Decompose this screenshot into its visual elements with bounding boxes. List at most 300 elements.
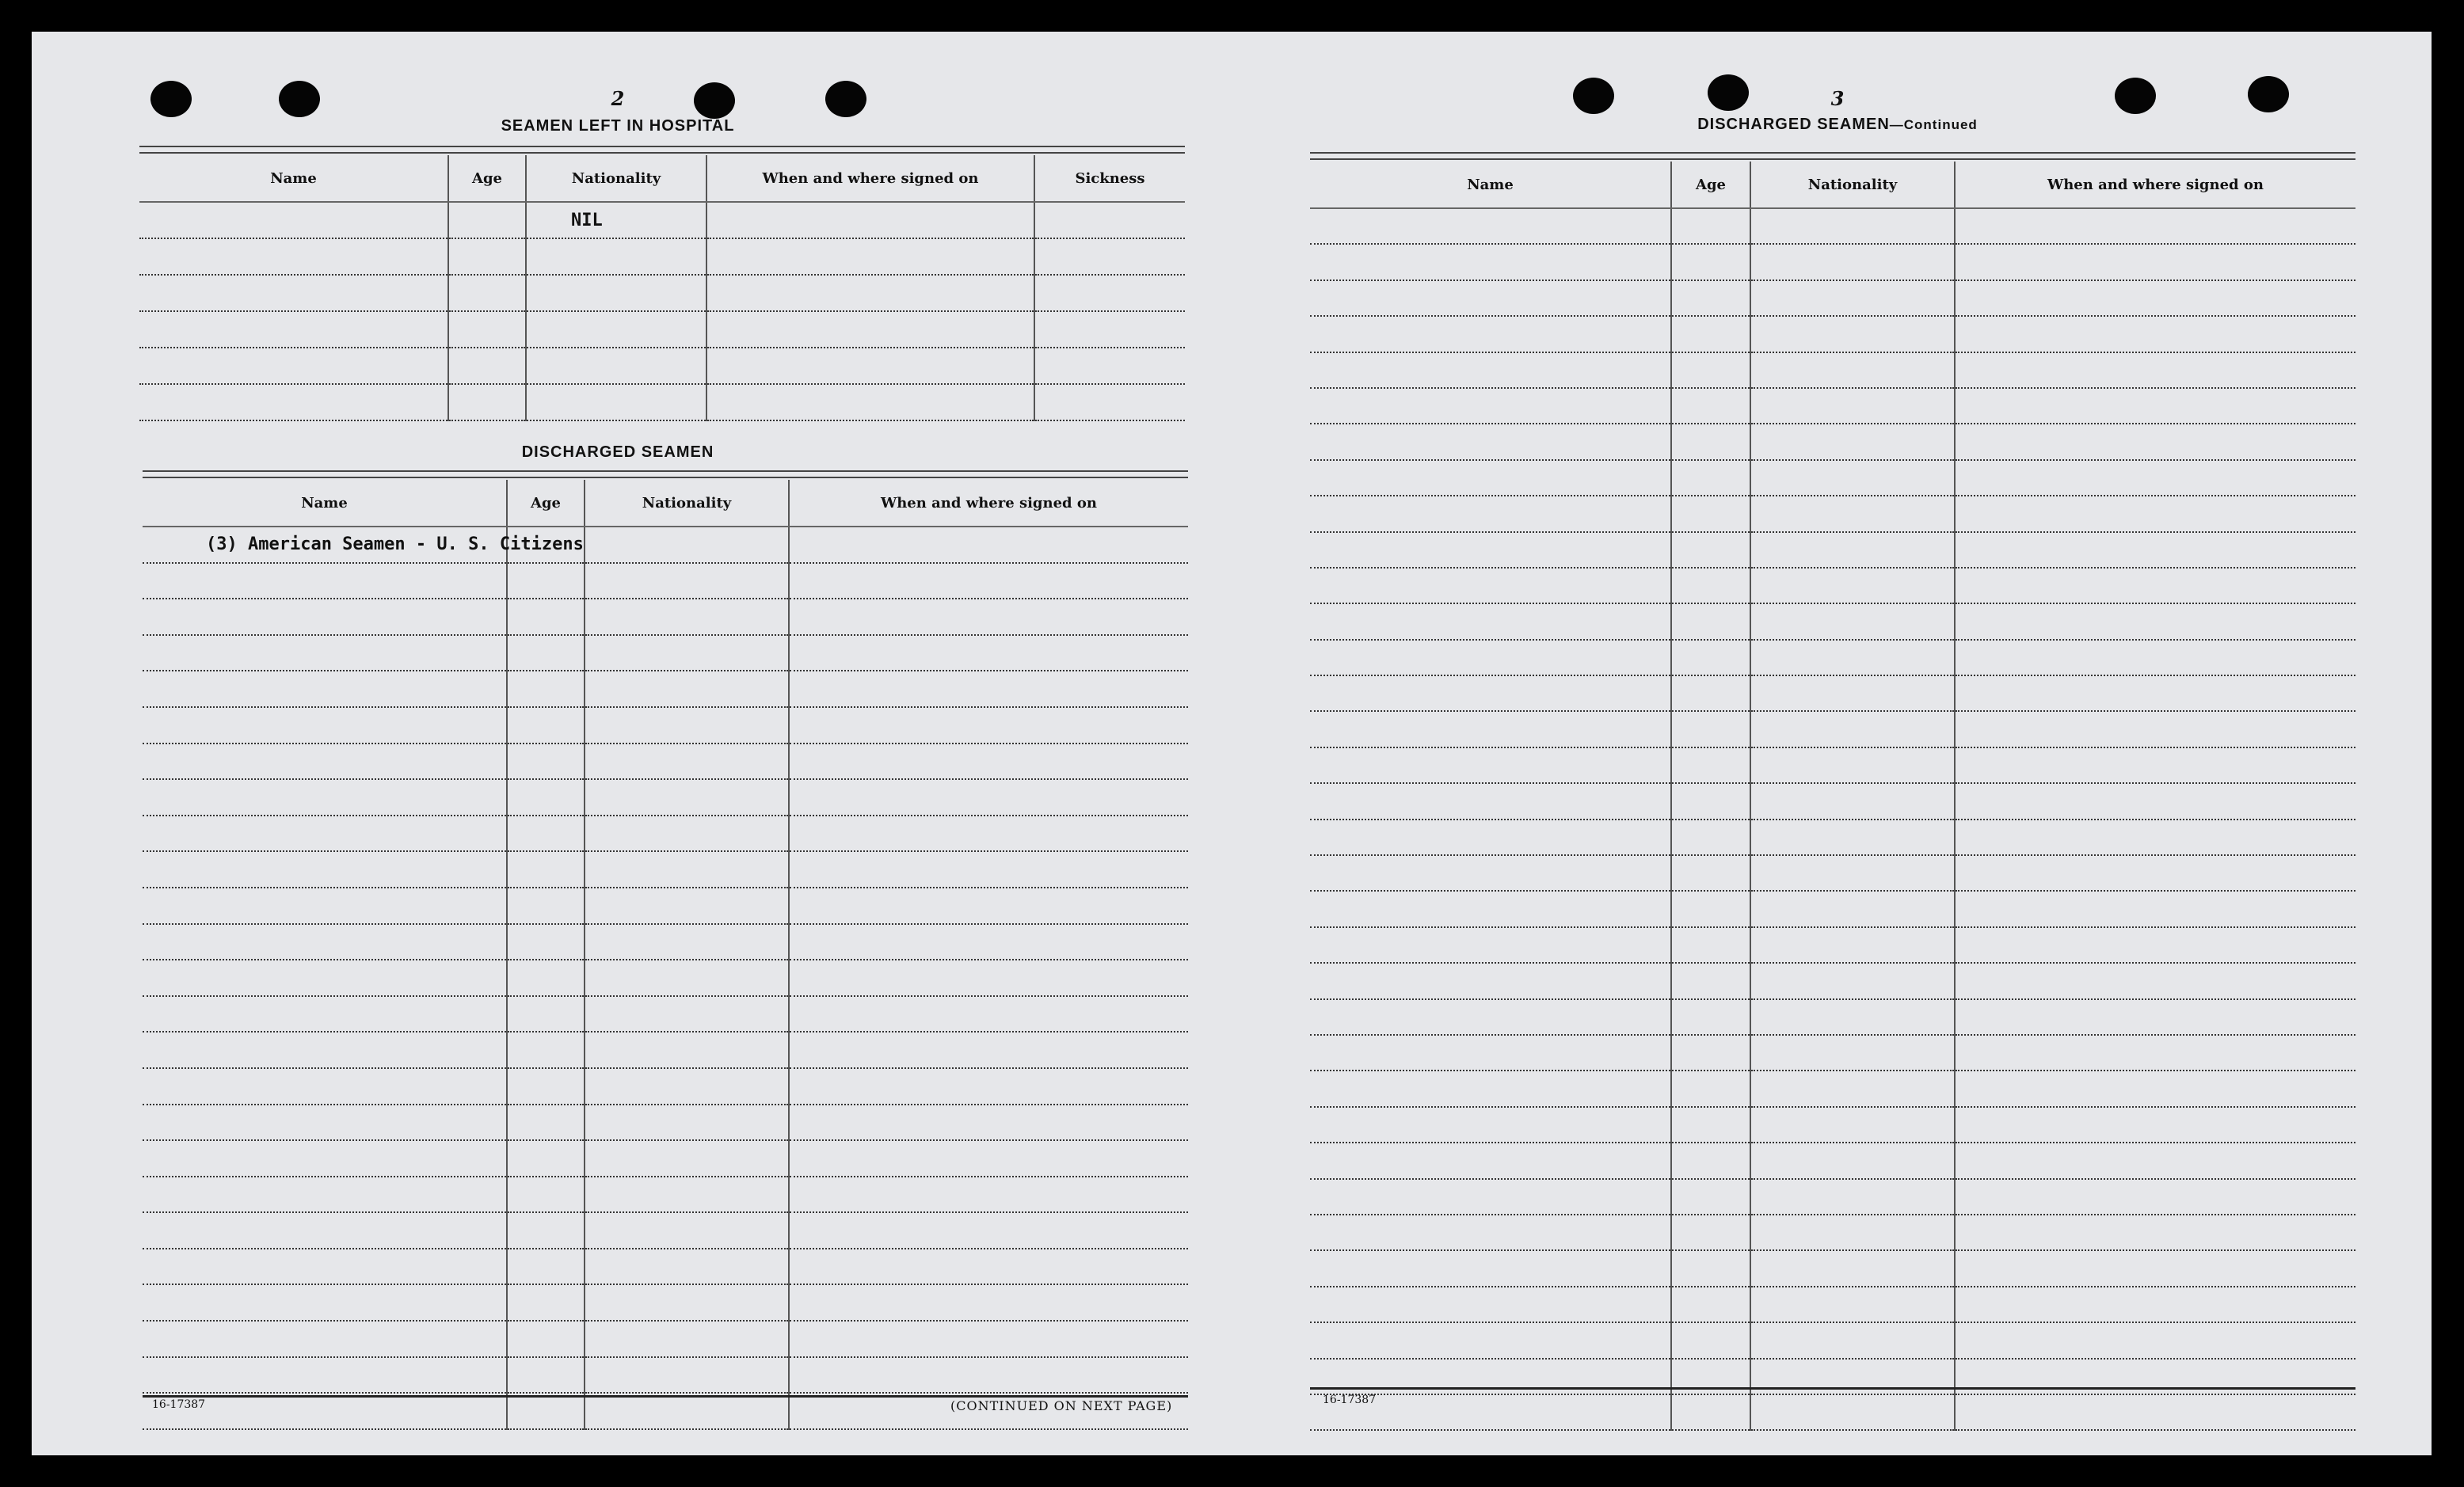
table-row <box>1310 640 2355 675</box>
column-header: When and where signed on <box>706 155 1034 202</box>
table-cell <box>1034 384 1185 420</box>
table-cell <box>1671 640 1750 675</box>
table-cell <box>1310 1287 1671 1322</box>
table-cell <box>1671 675 1750 711</box>
table-cell <box>1310 927 1671 963</box>
table-cell <box>789 1032 1188 1068</box>
title-rule <box>143 470 1188 478</box>
column-header: Nationality <box>526 155 706 202</box>
column-header: When and where signed on <box>1955 162 2355 208</box>
table-cell <box>1955 783 2355 819</box>
table-cell <box>789 744 1188 780</box>
table-cell <box>1750 316 1955 352</box>
column-header: Sickness <box>1034 155 1185 202</box>
table-cell <box>1750 1179 1955 1215</box>
table-cell <box>507 635 585 671</box>
table-row <box>1310 424 2355 459</box>
table-cell <box>585 1212 789 1249</box>
table-cell <box>789 1321 1188 1357</box>
table-cell <box>1310 603 1671 639</box>
table-cell <box>1750 424 1955 459</box>
table-row <box>139 384 1185 420</box>
table-cell <box>1750 280 1955 316</box>
table-cell <box>143 924 507 960</box>
table-cell <box>1671 496 1750 531</box>
table-row <box>1310 1143 2355 1178</box>
table-cell <box>1750 208 1955 244</box>
table-cell <box>143 1284 507 1321</box>
table-cell <box>139 202 448 238</box>
table-row <box>139 311 1185 348</box>
table-cell <box>1671 963 1750 998</box>
table-cell <box>1955 603 2355 639</box>
table-cell <box>526 311 706 348</box>
table-cell <box>1671 855 1750 891</box>
table-cell <box>1310 963 1671 998</box>
table-cell <box>585 1393 789 1429</box>
table-cell <box>1310 820 1671 855</box>
table-cell <box>1671 568 1750 603</box>
table-cell <box>507 1212 585 1249</box>
table-cell <box>507 1393 585 1429</box>
table-cell <box>1671 783 1750 819</box>
table-cell <box>1671 424 1750 459</box>
table-cell <box>1310 747 1671 783</box>
table-cell <box>1750 783 1955 819</box>
table-row <box>1310 820 2355 855</box>
table-row <box>143 1177 1188 1213</box>
table-row <box>139 275 1185 311</box>
table-cell <box>507 671 585 707</box>
right-page <box>1307 32 2400 1455</box>
table-cell <box>1034 275 1185 311</box>
table-cell <box>585 671 789 707</box>
table-cell <box>507 1068 585 1105</box>
table-cell <box>448 311 526 348</box>
table-cell <box>1671 999 1750 1035</box>
table-cell <box>1750 460 1955 496</box>
table-cell <box>1955 388 2355 424</box>
table-cell <box>1750 1035 1955 1071</box>
table-cell <box>1955 1035 2355 1071</box>
table-row <box>1310 496 2355 531</box>
table-cell <box>1671 1322 1750 1358</box>
table-row <box>1310 1071 2355 1106</box>
table-cell <box>1310 208 1671 244</box>
table-cell <box>1955 1071 2355 1106</box>
table-cell <box>1750 1394 1955 1430</box>
table-cell <box>143 1357 507 1394</box>
table-cell <box>1671 1143 1750 1178</box>
table-cell <box>1671 1107 1750 1143</box>
table-row <box>143 1321 1188 1357</box>
handwritten-entry: (3) American Seamen - U. S. Citizens <box>206 534 584 555</box>
table-cell <box>143 635 507 671</box>
table-cell <box>1955 244 2355 280</box>
table-cell <box>789 779 1188 816</box>
table-cell <box>1955 316 2355 352</box>
table-cell <box>1750 1143 1955 1178</box>
table-cell <box>789 1357 1188 1394</box>
table-row <box>143 1284 1188 1321</box>
bottom-rule <box>143 1395 1188 1398</box>
table-cell <box>1750 568 1955 603</box>
table-row <box>143 1249 1188 1285</box>
table-cell <box>706 384 1034 420</box>
table-cell <box>789 1177 1188 1213</box>
hospital-section-title: SEAMEN LEFT IN HOSPITAL <box>501 117 735 135</box>
ledger-paper <box>32 32 2432 1455</box>
table-cell <box>789 1212 1188 1249</box>
table-cell <box>143 851 507 888</box>
table-cell <box>1671 1250 1750 1286</box>
table-cell <box>585 924 789 960</box>
table-row <box>1310 1394 2355 1430</box>
table-cell <box>1750 927 1955 963</box>
table-cell <box>1750 496 1955 531</box>
table-cell <box>143 707 507 744</box>
table-cell <box>507 816 585 852</box>
table-cell <box>1671 1287 1750 1322</box>
column-header: Nationality <box>1750 162 1955 208</box>
table-cell <box>1671 820 1750 855</box>
table-row <box>143 924 1188 960</box>
table-cell <box>526 275 706 311</box>
table-cell <box>448 202 526 238</box>
table-row <box>1310 675 2355 711</box>
table-cell <box>1310 1322 1671 1358</box>
table-cell <box>789 1105 1188 1141</box>
table-cell <box>1310 675 1671 711</box>
table-cell <box>585 851 789 888</box>
table-cell <box>1310 1250 1671 1286</box>
table-row <box>1310 316 2355 352</box>
left-page <box>103 32 1212 1455</box>
table-cell <box>507 1321 585 1357</box>
table-cell <box>1955 532 2355 568</box>
table-cell <box>585 779 789 816</box>
column-header: Name <box>1310 162 1671 208</box>
table-cell <box>789 888 1188 924</box>
table-row <box>143 816 1188 852</box>
table-cell <box>1671 1179 1750 1215</box>
table-row <box>143 707 1188 744</box>
table-row <box>1310 1287 2355 1322</box>
table-cell <box>1750 1107 1955 1143</box>
table-row <box>143 527 1188 563</box>
table-cell <box>1310 280 1671 316</box>
table-row <box>143 635 1188 671</box>
page-number: 2 <box>611 87 625 110</box>
table-row <box>1310 603 2355 639</box>
table-cell <box>1955 424 2355 459</box>
table-cell <box>507 744 585 780</box>
table-row <box>143 1105 1188 1141</box>
table-cell <box>1310 891 1671 926</box>
table-cell <box>585 1140 789 1177</box>
table-cell <box>526 348 706 384</box>
table-cell <box>143 563 507 599</box>
table-cell <box>143 1249 507 1285</box>
table-row <box>1310 352 2355 388</box>
table-cell <box>706 275 1034 311</box>
table-row <box>143 1140 1188 1177</box>
form-code: 16-17387 <box>1323 1394 1377 1406</box>
table-cell <box>789 707 1188 744</box>
table-cell <box>1955 1143 2355 1178</box>
table-cell <box>1750 1322 1955 1358</box>
table-cell <box>1955 1215 2355 1250</box>
table-cell <box>507 779 585 816</box>
table-cell <box>507 1140 585 1177</box>
table-cell <box>585 707 789 744</box>
table-cell <box>1955 460 2355 496</box>
table-cell <box>585 1032 789 1068</box>
table-cell <box>1955 891 2355 926</box>
table-cell <box>1310 711 1671 747</box>
table-cell <box>507 888 585 924</box>
table-row <box>1310 1107 2355 1143</box>
table-cell <box>1750 963 1955 998</box>
column-header: When and where signed on <box>789 480 1188 527</box>
table-cell <box>1310 640 1671 675</box>
table-cell <box>1750 388 1955 424</box>
table-cell <box>139 275 448 311</box>
table-cell <box>1750 640 1955 675</box>
table-cell <box>1310 1215 1671 1250</box>
table-cell <box>1750 244 1955 280</box>
table-cell <box>507 1032 585 1068</box>
table-cell <box>143 599 507 635</box>
table-cell <box>139 384 448 420</box>
table-cell <box>585 744 789 780</box>
table-cell <box>1955 352 2355 388</box>
table-row <box>143 671 1188 707</box>
table-cell <box>448 238 526 275</box>
table-cell <box>789 527 1188 563</box>
table-cell <box>1750 747 1955 783</box>
hospital-table <box>139 155 1185 421</box>
table-cell <box>143 1032 507 1068</box>
table-cell <box>526 202 706 238</box>
table-row <box>143 1068 1188 1105</box>
table-cell <box>507 924 585 960</box>
table-cell <box>789 1140 1188 1177</box>
table-cell <box>1955 855 2355 891</box>
table-cell <box>1310 568 1671 603</box>
table-row <box>1310 388 2355 424</box>
table-cell <box>706 311 1034 348</box>
table-row <box>1310 568 2355 603</box>
table-cell <box>1671 927 1750 963</box>
table-cell <box>507 1284 585 1321</box>
table-cell <box>507 1357 585 1394</box>
table-cell <box>585 527 789 563</box>
table-cell <box>1750 1250 1955 1286</box>
table-cell <box>706 238 1034 275</box>
table-row <box>1310 1179 2355 1215</box>
table-cell <box>789 996 1188 1033</box>
table-cell <box>143 671 507 707</box>
section-title-main: DISCHARGED SEAMEN <box>1697 116 1890 133</box>
table-cell <box>585 816 789 852</box>
table-cell <box>1955 208 2355 244</box>
table-cell <box>143 1105 507 1141</box>
table-cell <box>507 851 585 888</box>
table-cell <box>1310 1143 1671 1178</box>
table-row <box>139 238 1185 275</box>
table-row <box>143 960 1188 996</box>
table-cell <box>1955 1322 2355 1358</box>
table-row <box>143 563 1188 599</box>
discharged-table <box>143 480 1188 1430</box>
table-cell <box>1955 927 2355 963</box>
table-row <box>1310 963 2355 998</box>
table-cell <box>143 1212 507 1249</box>
table-row <box>1310 999 2355 1035</box>
table-cell <box>1955 1107 2355 1143</box>
table-cell <box>585 1284 789 1321</box>
table-row <box>1310 783 2355 819</box>
table-cell <box>1310 1035 1671 1071</box>
table-cell <box>585 1068 789 1105</box>
table-cell <box>1955 675 2355 711</box>
table-cell <box>1310 999 1671 1035</box>
table-cell <box>585 1357 789 1394</box>
table-cell <box>1955 1394 2355 1430</box>
table-cell <box>139 348 448 384</box>
table-cell <box>1750 1071 1955 1106</box>
table-cell <box>1750 352 1955 388</box>
table-row <box>143 744 1188 780</box>
table-cell <box>1671 244 1750 280</box>
table-cell <box>143 1321 507 1357</box>
title-rule <box>139 146 1185 154</box>
table-row <box>143 1032 1188 1068</box>
table-cell <box>1955 711 2355 747</box>
table-cell <box>706 348 1034 384</box>
table-cell <box>1750 1215 1955 1250</box>
table-row <box>1310 891 2355 926</box>
table-cell <box>1750 891 1955 926</box>
table-cell <box>1671 1394 1750 1430</box>
table-cell <box>1955 820 2355 855</box>
table-cell <box>1671 747 1750 783</box>
table-cell <box>585 599 789 635</box>
table-cell <box>143 1140 507 1177</box>
table-cell <box>1955 747 2355 783</box>
table-row <box>1310 244 2355 280</box>
table-cell <box>143 527 584 563</box>
table-cell <box>789 671 1188 707</box>
table-cell <box>507 1249 585 1285</box>
table-cell <box>143 1177 507 1213</box>
table-cell <box>789 816 1188 852</box>
table-cell <box>789 1068 1188 1105</box>
table-cell <box>1310 460 1671 496</box>
table-row <box>1310 460 2355 496</box>
table-cell <box>706 202 1034 238</box>
table-cell <box>1750 711 1955 747</box>
table-cell <box>526 238 706 275</box>
table-row <box>1310 208 2355 244</box>
table-cell <box>1671 280 1750 316</box>
table-row <box>143 851 1188 888</box>
table-cell <box>585 1249 789 1285</box>
table-cell <box>1671 316 1750 352</box>
table-cell <box>585 563 789 599</box>
table-cell <box>1750 675 1955 711</box>
table-cell <box>143 816 507 852</box>
table-cell <box>1955 999 2355 1035</box>
table-cell <box>1671 388 1750 424</box>
table-row <box>1310 532 2355 568</box>
table-cell <box>1671 460 1750 496</box>
table-cell <box>1955 963 2355 998</box>
table-row <box>1310 711 2355 747</box>
table-cell <box>585 1177 789 1213</box>
table-cell <box>1310 352 1671 388</box>
table-cell <box>139 311 448 348</box>
bottom-rule <box>1310 1387 2355 1390</box>
table-row <box>139 348 1185 384</box>
table-cell <box>507 563 585 599</box>
table-cell <box>507 707 585 744</box>
table-row <box>143 996 1188 1033</box>
column-header: Age <box>448 155 526 202</box>
table-row <box>1310 1250 2355 1286</box>
table-cell <box>448 275 526 311</box>
table-cell <box>1671 1215 1750 1250</box>
table-cell <box>1310 424 1671 459</box>
table-cell <box>789 851 1188 888</box>
table-cell <box>1750 999 1955 1035</box>
continued-section-title <box>1544 116 2131 134</box>
table-cell <box>1750 1287 1955 1322</box>
table-cell <box>143 744 507 780</box>
table-cell <box>1955 496 2355 531</box>
column-header: Name <box>139 155 448 202</box>
table-cell <box>1034 202 1185 238</box>
continued-note: (CONTINUED ON NEXT PAGE) <box>950 1398 1173 1413</box>
table-cell <box>789 599 1188 635</box>
table-cell <box>1955 640 2355 675</box>
handwritten-entry: NIL <box>571 210 603 230</box>
table-cell <box>1671 1035 1750 1071</box>
table-cell <box>1750 603 1955 639</box>
table-cell <box>1671 532 1750 568</box>
table-cell <box>139 238 448 275</box>
continued-table <box>1310 162 2355 1431</box>
table-cell <box>143 996 507 1033</box>
column-header: Name <box>143 480 507 527</box>
table-row <box>143 1357 1188 1394</box>
table-cell <box>789 924 1188 960</box>
table-cell <box>143 1068 507 1105</box>
table-cell <box>1310 1107 1671 1143</box>
table-cell <box>507 1105 585 1141</box>
table-cell <box>1310 783 1671 819</box>
table-cell <box>143 779 507 816</box>
table-cell <box>1310 532 1671 568</box>
table-cell <box>1671 891 1750 926</box>
table-cell <box>507 599 585 635</box>
table-cell <box>585 1321 789 1357</box>
table-cell <box>1750 820 1955 855</box>
table-row <box>1310 1035 2355 1071</box>
table-cell <box>585 996 789 1033</box>
table-row <box>139 202 1185 238</box>
